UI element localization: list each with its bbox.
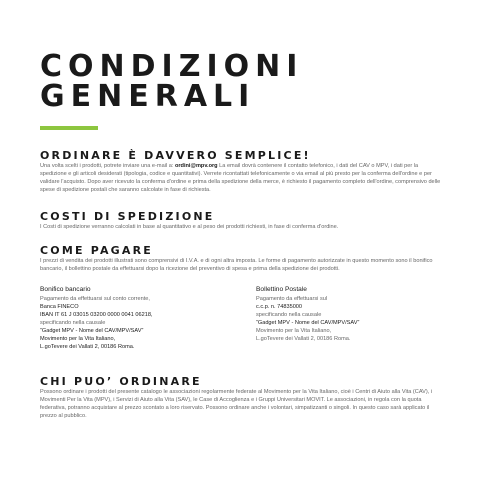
section-who-can-order-text: Possono ordinare i prodotti del presente catalogo le associazioni regolarmente federate al Movimento per la Vita Italiano, cioè i Centri di Aiuto alla Vita (CAV), i Movimenti Per la Vita (MPV), i Servizi di Aiuto alla Vita (SAV), le Case di Accoglienza e i Gruppi Universitari MOVIT. Le associazioni, in regola con la quota federativa, potranno acquistare al prezzo scontato a loro riservato. Possono ordinare anche i volontari, simpatizzanti o singoli. In questo caso sarà applicato il prezzo al pubblico.	[40, 389, 433, 419]
postal-payment-reference: “Gadget MPV - Nome del CAV/MPV/SAV”	[256, 320, 360, 326]
section-payment-heading: COME PAGARE	[40, 244, 154, 257]
bank-transfer-line: Pagamento da effettuarsi sul conto corrente,	[40, 296, 150, 302]
postal-slip-line: Pagamento da effettuarsi sul	[256, 296, 328, 302]
bank-transfer-block	[40, 285, 230, 351]
postal-slip-line: specificando nella causale	[256, 312, 322, 318]
order-email-link[interactable]: ordini@mpv.org	[174, 163, 218, 169]
page-title-line-1: CONDIZIONI	[40, 49, 304, 84]
postal-slip-block	[256, 285, 446, 343]
postal-account-number: c.c.p. n. 74835000	[256, 304, 303, 310]
section-shipping	[40, 211, 445, 231]
section-ordering-text	[40, 162, 445, 194]
section-who-can-order	[40, 376, 445, 420]
bank-name: Banca FINECO	[40, 304, 79, 310]
postal-slip-title: Bollettino Postale	[256, 286, 307, 293]
section-shipping-heading: COSTI DI SPEDIZIONE	[40, 210, 215, 223]
ordering-text-intro: Una volta scelti i prodotti, potrete inviare una e-mail a:	[40, 163, 175, 169]
bank-transfer-title: Bonifico bancario	[40, 286, 91, 293]
title-accent-bar	[40, 126, 98, 130]
section-who-can-order-heading: CHI PUO’ ORDINARE	[40, 375, 202, 388]
section-payment	[40, 245, 445, 273]
page-title-line-2: GENERALI	[40, 79, 256, 114]
ordering-text-details: La email dovrà contenere il contatto telefonico, i dati del CAV o MPV, i dati per la spedizione e gli articoli desiderati (tipologia, codice e quantitativi). Verrete ricontattati telefonicamente o via email al più presto per la conferma dell'ordine e per validare l'acquisto. Dopo aver ricevuto la conferma d'ordine e prima della spedizione della merce, è richiesto il pagamento completo dell'ordine, comprensivo delle spese di spedizione postali che saranno calcolate in fase di richiesta.	[40, 163, 441, 193]
section-ordering	[40, 150, 445, 194]
iban: IBAN IT 61 J 03015 03200 0000 0041 06218,	[40, 312, 153, 318]
section-shipping-text: I Costi di spedizione verranno calcolati in base al quantitativo e al peso dei prodotti richiesti, in fase di conferma d'ordine.	[40, 224, 339, 230]
bank-transfer-address: L.goTevere dei Vallati 2, 00186 Roma.	[40, 344, 135, 350]
page-title	[40, 49, 304, 114]
postal-slip-address: L.goTevere dei Vallati 2, 00186 Roma.	[256, 336, 351, 342]
section-ordering-heading: ORDINARE È DAVVERO SEMPLICE!	[40, 149, 311, 162]
postal-slip-beneficiary: Movimento per la Vita Italiano,	[256, 328, 332, 334]
section-payment-text: I prezzi di vendita dei prodotti illustrati sono comprensivi di I.V.A. e di ogni altra imposta. Le forme di pagamento autorizzate in questo momento sono il bonifico bancario, il bollettino postale da effettuarsi dopo la ricezione del preventivo di spesa e prima della spedizione dei prodotti.	[40, 258, 433, 272]
bank-transfer-beneficiary: Movimento per la Vita Italiano,	[40, 336, 116, 342]
bank-transfer-line: specificando nella causale	[40, 320, 106, 326]
payment-reference: “Gadget MPV - Nome del CAV/MPV/SAV”	[40, 328, 144, 334]
